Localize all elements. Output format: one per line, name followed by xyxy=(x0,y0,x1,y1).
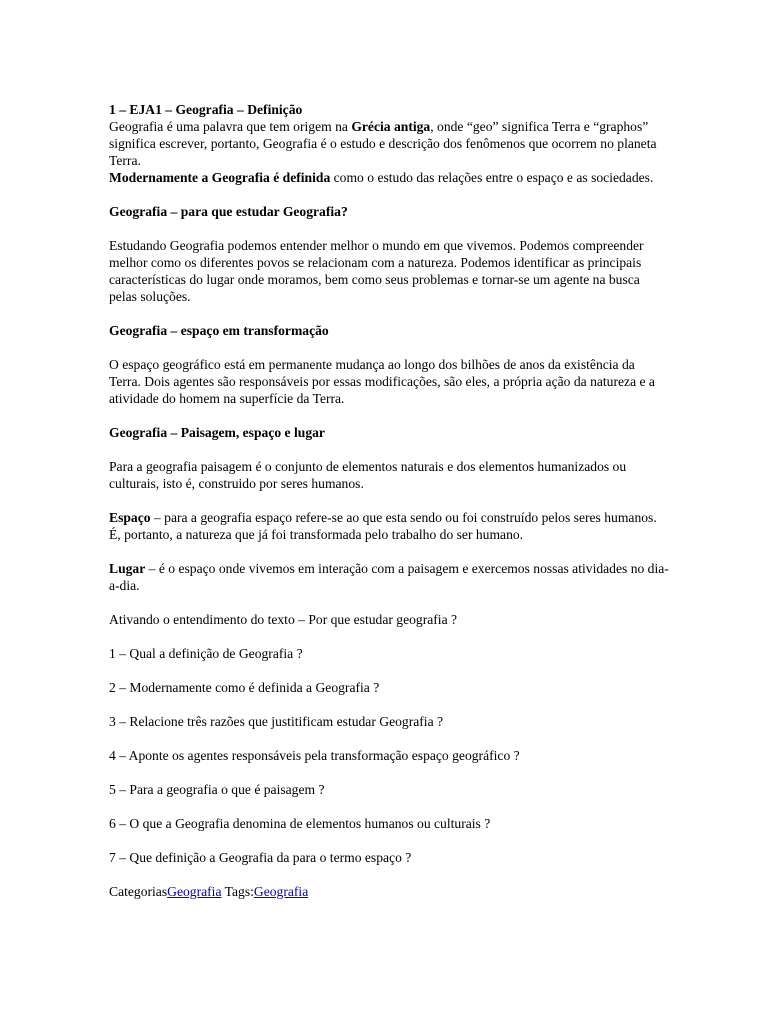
category-link[interactable]: Geografia xyxy=(167,884,222,899)
document-page xyxy=(109,101,669,900)
greece-term: Grécia antiga xyxy=(351,119,431,134)
activity-intro: Ativando o entendimento do texto – Por que estudar geografia ? xyxy=(109,612,458,627)
question-item: 6 – O que a Geografia denomina de elementos humanos ou culturais ? xyxy=(109,816,491,831)
landscape-paragraph: Para a geografia paisagem é o conjunto de elementos naturais e dos elementos humanizados ou culturais, isto é, construido por seres humanos. xyxy=(109,459,627,491)
footer-meta xyxy=(109,883,669,900)
place-term: Lugar xyxy=(109,561,146,576)
tag-link[interactable]: Geografia xyxy=(253,884,309,899)
question-item: 5 – Para a geografia o que é paisagem ? xyxy=(109,782,325,797)
section-2-heading: Geografia – para que estudar Geografia? xyxy=(109,204,348,219)
place-paragraph: Lugar – é o espaço onde vivemos em interação com a paisagem e exercemos nossas atividades no dia-a-dia. xyxy=(109,561,669,593)
section-2-paragraph: Estudando Geografia podemos entender melhor o mundo em que vivemos. Podemos compreender melhor como os diferentes povos se relacionam com a natureza. Podemos identificar as principais características do lugar onde moramos, bem como seus problemas e tornar-se um agente na busca pelas soluções. xyxy=(109,238,644,304)
space-term: Espaço xyxy=(109,510,151,525)
modern-definition-paragraph: Modernamente a Geografia é definida como o estudo das relações entre o espaço e as sociedades. xyxy=(109,170,654,185)
question-item: 2 – Modernamente como é definida a Geografia ? xyxy=(109,680,380,695)
section-1-heading: 1 – EJA1 – Geografia – Definição xyxy=(109,102,303,117)
question-item: 4 – Aponte os agentes responsáveis pela transformação espaço geográfico ? xyxy=(109,748,520,763)
tags-label: Tags: xyxy=(221,884,254,899)
section-3-paragraph: O espaço geográfico está em permanente mudança ao longo dos bilhões de anos da existência da Terra. Dois agentes são responsáveis por essas modificações, são eles, a própria ação da natureza e a atividade do homem na superfície da Terra. xyxy=(109,357,655,406)
question-item: 1 – Qual a definição de Geografia ? xyxy=(109,646,303,661)
section-3-heading: Geografia – espaço em transformação xyxy=(109,323,329,338)
question-item: 3 – Relacione três razões que justitificam estudar Geografia ? xyxy=(109,714,444,729)
section-4-heading: Geografia – Paisagem, espaço e lugar xyxy=(109,425,325,440)
modern-definition-term: Modernamente a Geografia é definida xyxy=(109,170,331,185)
space-paragraph: Espaço – para a geografia espaço refere-se ao que esta sendo ou foi construído pelos seres humanos. É, portanto, a natureza que já foi transformada pelo trabalho do ser humano. xyxy=(109,510,657,542)
categories-label: Categorias xyxy=(109,884,168,899)
question-item: 7 – Que definição a Geografia da para o termo espaço ? xyxy=(109,850,412,865)
definition-paragraph: Geografia é uma palavra que tem origem na Grécia antiga, onde “geo” significa Terra e “graphos” significa escrever, portanto, Geografia é o estudo e descrição dos fenômenos que ocorrem no planeta Terra. xyxy=(109,119,657,168)
